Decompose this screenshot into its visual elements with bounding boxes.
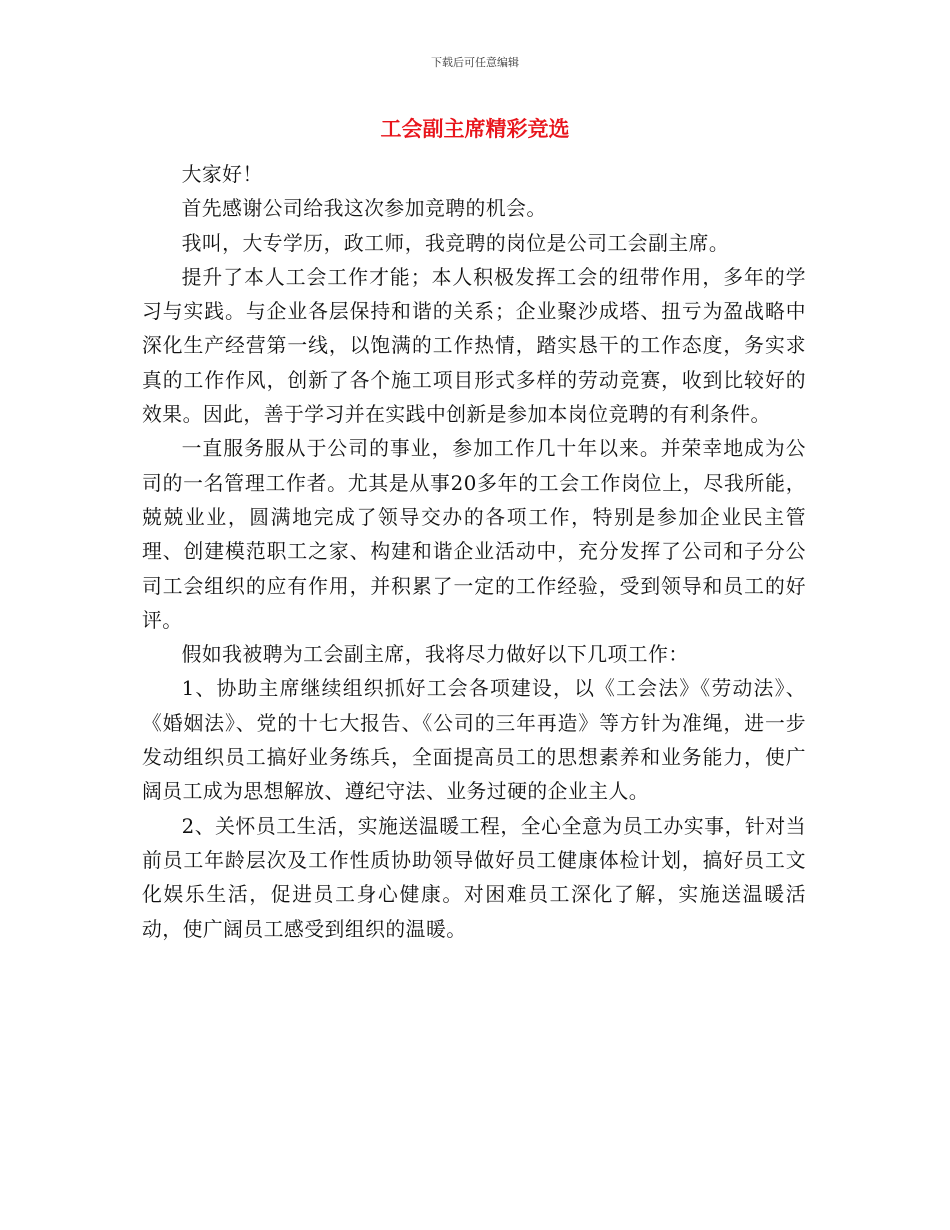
- paragraph-thanks: 首先感谢公司给我这次参加竞聘的机会。: [181, 197, 547, 221]
- paragraph-intro: 我叫，大专学历，政工师，我竞聘的岗位是公司工会副主席。: [181, 231, 730, 255]
- document-title: 工会副主席精彩竞选: [380, 117, 570, 141]
- paragraph-ability: 提升了本人工会工作才能；本人积极发挥工会的纽带作用，多年的学习与实践。与企业各层保持和谐的关系；企业聚沙成塔、扭亏为盈战略中深化生产经营第一线，以饱满的工作热情，踏实恳干的工作态度，务实求真的工作作风，创新了各个施工项目形式多样的劳动竞赛，收到比较好的效果。因此，善于学习并在实践中创新是参加本岗位竞聘的有利条件。: [142, 265, 806, 427]
- paragraph-plan-1: 1、协助主席继续组织抓好工会各项建设，以《工会法》《劳动法》、《婚姻法》、党的十七大报告、《公司的三年再造》等方针为准绳，进一步发动组织员工搞好业务练兵，全面提高员工的思想素养和业务能力，使广阔员工成为思想解放、遵纪守法、业务过硬的企业主人。: [142, 677, 806, 804]
- paragraph-greeting: 大家好！: [181, 163, 263, 186]
- paragraph-plan-2: 2、关怀员工生活，实施送温暖工程，全心全意为员工办实事，针对当前员工年龄层次及工作性质协助领导做好员工健康体检计划，搞好员工文化娱乐生活，促进员工身心健康。对困难员工深化了解，实施送温暖活动，使广阔员工感受到组织的温暖。: [142, 814, 806, 941]
- paragraph-experience: 一直服务服从于公司的事业，参加工作几十年以来。并荣幸地成为公司的一名管理工作者。尤其是从事20多年的工会工作岗位上，尽我所能，兢兢业业，圆满地完成了领导交办的各项工作，特别是参加企业民主管理、创建模范职工之家、构建和谐企业活动中，充分发挥了公司和子分公司工会组织的应有作用，并积累了一定的工作经验，受到领导和员工的好评。: [142, 437, 806, 632]
- document-body: [142, 158, 806, 947]
- paragraph-plan-intro: 假如我被聘为工会副主席，我将尽力做好以下几项工作：: [181, 643, 689, 667]
- header-note: 下载后可任意编辑: [431, 56, 519, 69]
